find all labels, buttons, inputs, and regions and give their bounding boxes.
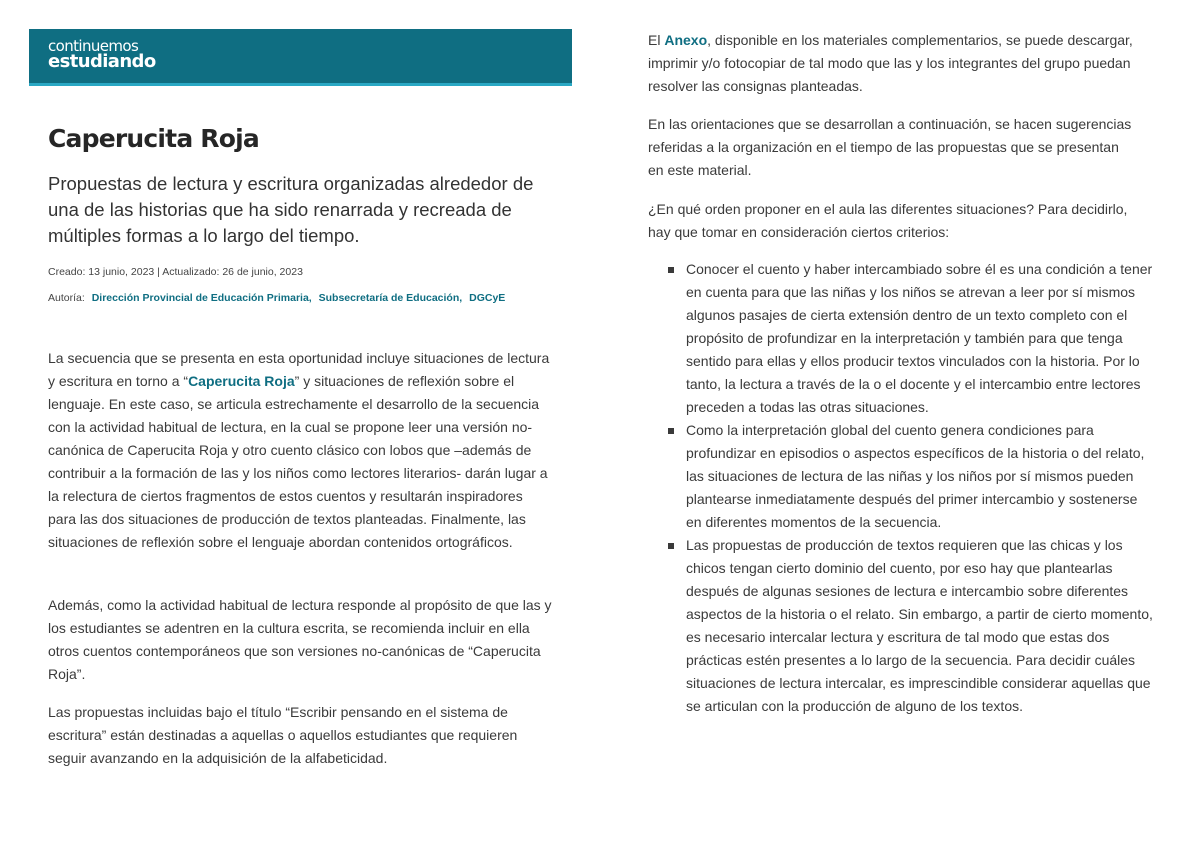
intro-text-a: La secuencia que se presenta en esta oportunidad incluye situaciones de lectura y escritura en torno a “	[48, 350, 550, 389]
list-item	[666, 258, 1156, 419]
list-item	[666, 419, 1156, 534]
list-item	[666, 534, 1156, 718]
logo[interactable]	[48, 37, 156, 72]
criteria-list	[666, 258, 1156, 718]
authors-line	[48, 292, 505, 304]
page-title: Caperucita Roja	[48, 124, 259, 153]
logo-line-1: continuemos	[48, 37, 139, 55]
criterion-text: Conocer el cuento y haber intercambiado sobre él es una condición a tener en cuenta para que las niñas y los niños se atrevan a leer por sí mismos algunos pasajes de cierta extensión dentro de un texto completo con el propósito de profundizar en la interpretación y también para que tenga sentido para ellas y ellos producir textos vinculados con la historia. Por lo tanto, la lectura a través de la o el docente y el intercambio entre lectores preceden a todas las otras situaciones.	[686, 261, 1153, 415]
annex-link[interactable]: Anexo	[664, 32, 708, 48]
intro-paragraph	[48, 347, 552, 554]
bullet-icon	[668, 267, 674, 273]
criterion-text: Las propuestas de producción de textos requieren que las chicas y los chicos tengan cierto dominio del cuento, por eso hay que plantearlas después de algunas sesiones de lectura e intercambio sobre diferentes aspectos de la historia o el relato. Sin embargo, a partir de cierto momento, es necesario intercalar lectura y escritura de tal modo que estas dos prácticas estén presentes a lo largo de la secuencia. Para decidir cuáles situaciones de lectura intercalar, es imprescindible considerar aquellas que se articulan con la producción de alguno de los textos.	[686, 537, 1153, 714]
logo-line-2: estudiando	[48, 51, 156, 72]
author-link[interactable]: Dirección Provincial de Educación Primaria,	[91, 292, 312, 304]
annex-text-b: , disponible en los materiales complementarios, se puede descargar, imprimir y/o fotocopiar de tal modo que las y los integrantes del grupo puedan resolver las consignas planteadas.	[648, 32, 1133, 94]
caperucita-link[interactable]: Caperucita Roja	[188, 373, 295, 389]
authors-label: Autoría:	[48, 292, 85, 304]
bullet-icon	[668, 543, 674, 549]
orientations-paragraph: En las orientaciones que se desarrollan a continuación, se hacen sugerencias referidas a la organización en el tiempo de las propuestas que se presentan en este material.	[648, 116, 1132, 178]
page-subtitle: Propuestas de lectura y escritura organizadas alrededor de una de las historias que ha sido renarrada y recreada de múltiples formas a lo largo del tiempo.	[48, 173, 534, 246]
criterion-text: Como la interpretación global del cuento genera condiciones para profundizar en episodios o aspectos específicos de la historia o del relato, las situaciones de lectura de las niñas y los niños por sí mismos pueden plantearse inmediatamente después del primer intercambio y sostenerse en diferentes momentos de la secuencia.	[686, 422, 1145, 530]
bullet-icon	[668, 428, 674, 434]
author-link[interactable]: Subsecretaría de Educación,	[318, 292, 463, 304]
reading-paragraph: Además, como la actividad habitual de lectura responde al propósito de que las y los estudiantes se adentren en la cultura escrita, se recomienda incluir en ella otros cuentos contemporáneos que son versiones no-canónicas de “Caperucita Roja”.	[48, 597, 552, 682]
annex-paragraph	[648, 29, 1136, 98]
question-paragraph: ¿En qué orden proponer en el aula las diferentes situaciones? Para decidirlo, hay que tomar en consideración ciertos criterios:	[648, 201, 1128, 240]
header-accent-line	[29, 83, 572, 86]
writing-paragraph: Las propuestas incluidas bajo el título “Escribir pensando en el sistema de escritura” están destinadas a aquellas o aquellos estudiantes que requieren seguir avanzando en la adquisición de la alfabeticidad.	[48, 704, 518, 766]
intro-text-b: ” y situaciones de reflexión sobre el lenguaje. En este caso, se articula estrechamente el desarrollo de la secuencia con la actividad habitual de lectura, en la cual se propone leer una versión no-canónica de Caperucita Roja y otro cuento clásico con lobos que –además de contribuir a la formación de las y los niños como lectores literarios- darán lugar a la relectura de ciertos fragmentos de estos cuentos y resultarán inspiradores para las dos situaciones de producción de textos planteadas. Finalmente, las situaciones de reflexión sobre el lenguaje abordan contenidos ortográficos.	[48, 373, 548, 550]
dates-meta: Creado: 13 junio, 2023 | Actualizado: 26 de junio, 2023	[48, 266, 303, 278]
annex-text-a: El	[648, 32, 665, 48]
author-link[interactable]: DGCyE	[469, 292, 506, 304]
